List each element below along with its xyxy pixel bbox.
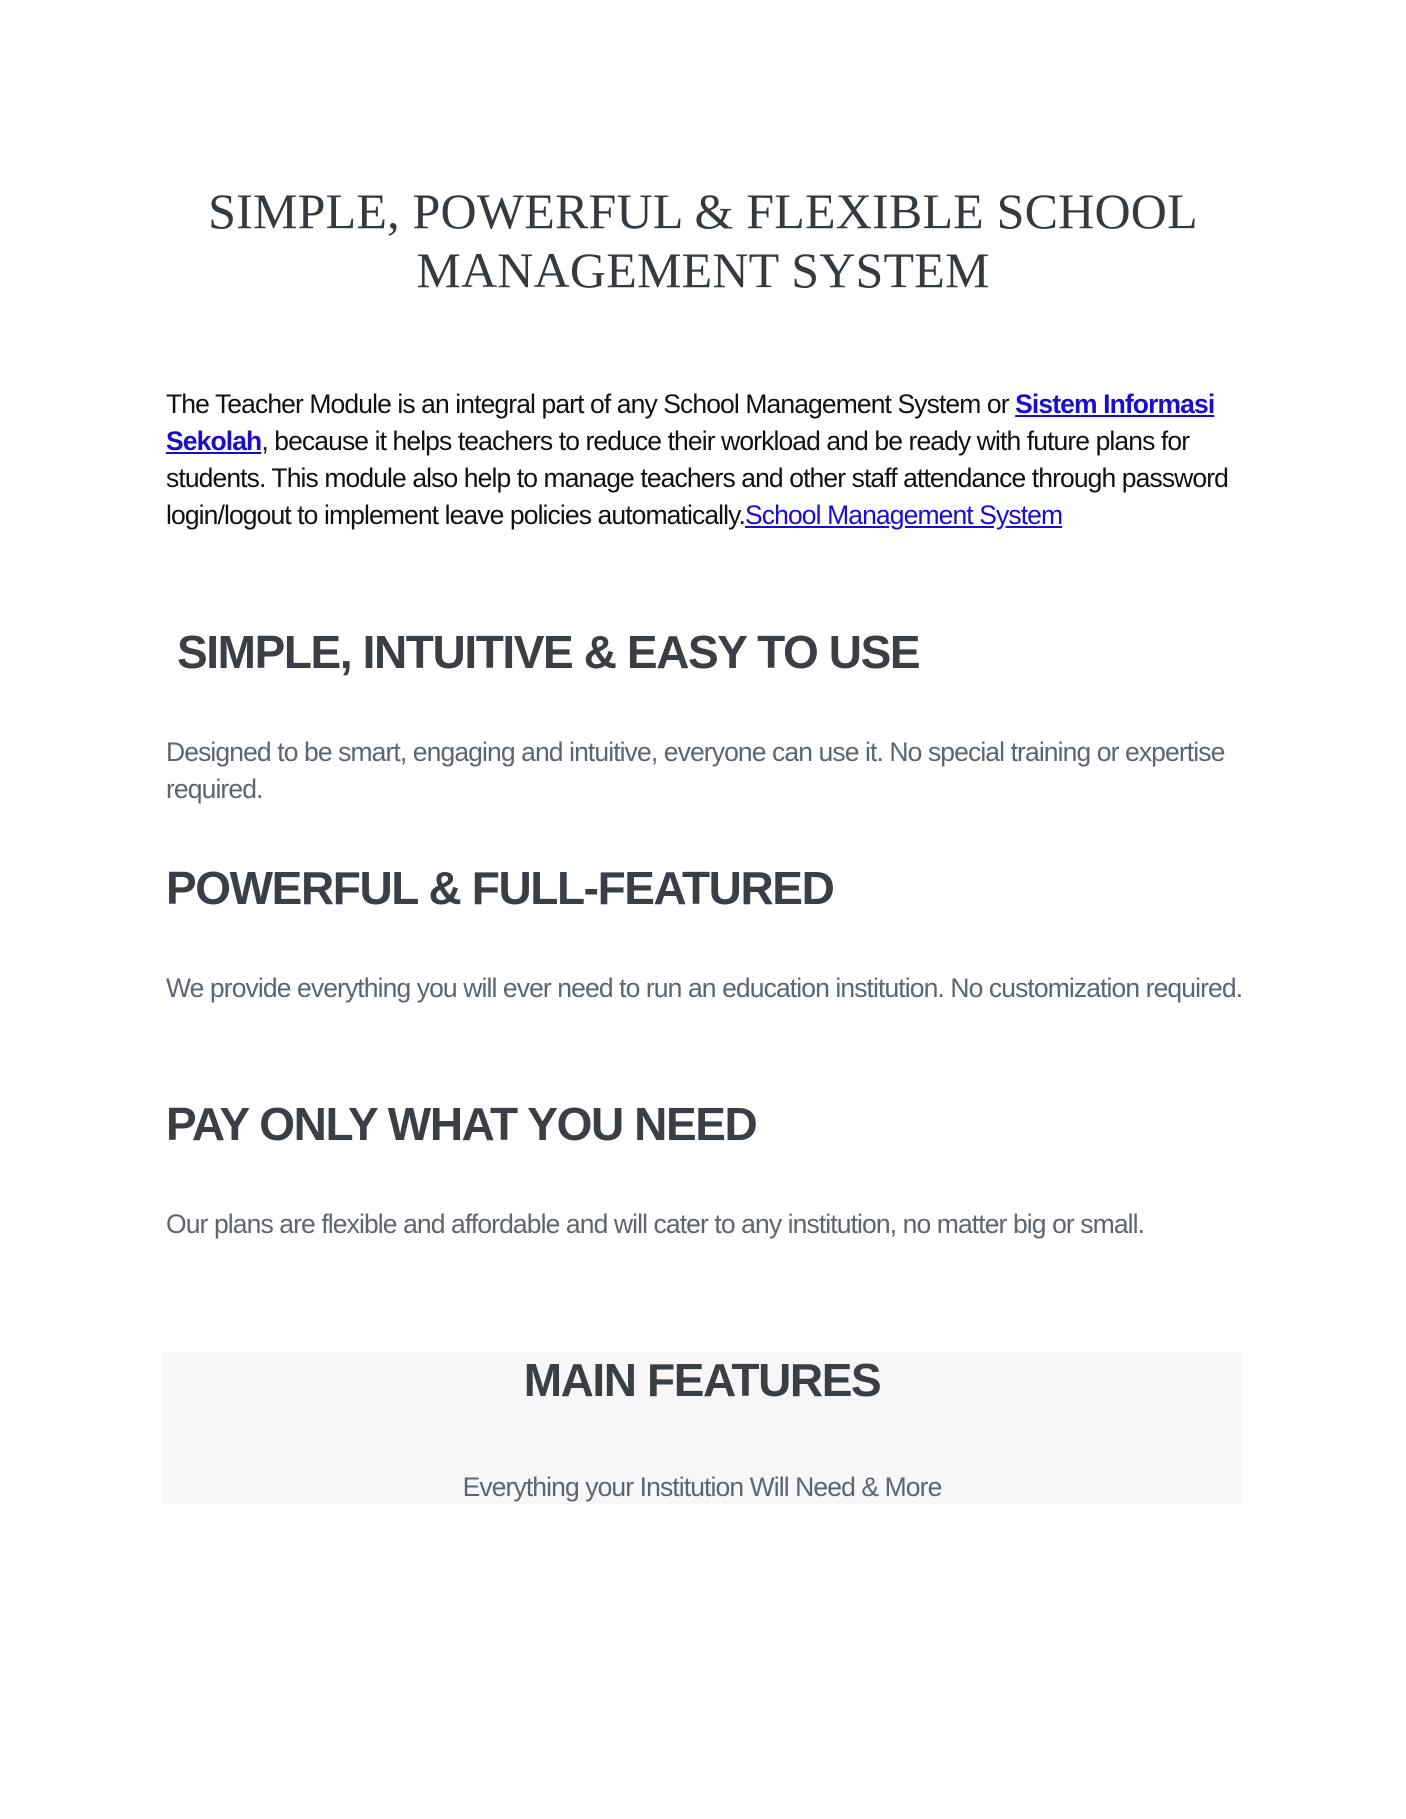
section-text-simple: Designed to be smart, engaging and intuitive, everyone can use it. No special training or expertise required. <box>166 737 1225 804</box>
page-title <box>140 182 1266 300</box>
main-features-section <box>162 1352 1242 1504</box>
main-features-subtitle: Everything your Institution Will Need & More <box>462 1472 942 1502</box>
section-heading-powerful: POWERFUL & FULL-FEATURED <box>166 862 834 914</box>
page-title-line-1: SIMPLE, POWERFUL & FLEXIBLE SCHOOL <box>208 183 1198 239</box>
school-management-system-link[interactable]: School Management System <box>744 500 1063 530</box>
page-title-line-2: MANAGEMENT SYSTEM <box>416 242 990 298</box>
section-heading-pay: PAY ONLY WHAT YOU NEED <box>166 1098 757 1150</box>
section-text-powerful: We provide everything you will ever need to run an education institution. No customization required. <box>166 973 1243 1003</box>
intro-text-start: The Teacher Module is an integral part of any School Management System or <box>166 389 1016 419</box>
main-features-heading: MAIN FEATURES <box>523 1354 881 1406</box>
intro-text-rest: , because it helps teachers to reduce their workload and be ready with future plans for students. This module also help to manage teachers and other staff attendance through password login/logout to implement leave policies automatically. <box>166 426 1229 530</box>
section-heading-simple: SIMPLE, INTUITIVE & EASY TO USE <box>177 626 920 678</box>
section-text-pay: Our plans are flexible and affordable and will cater to any institution, no matter big or small. <box>166 1209 1145 1239</box>
sistem-informasi-sekolah-link[interactable]: Sistem Informasi Sekolah <box>166 389 1215 456</box>
intro-paragraph <box>166 386 1246 534</box>
